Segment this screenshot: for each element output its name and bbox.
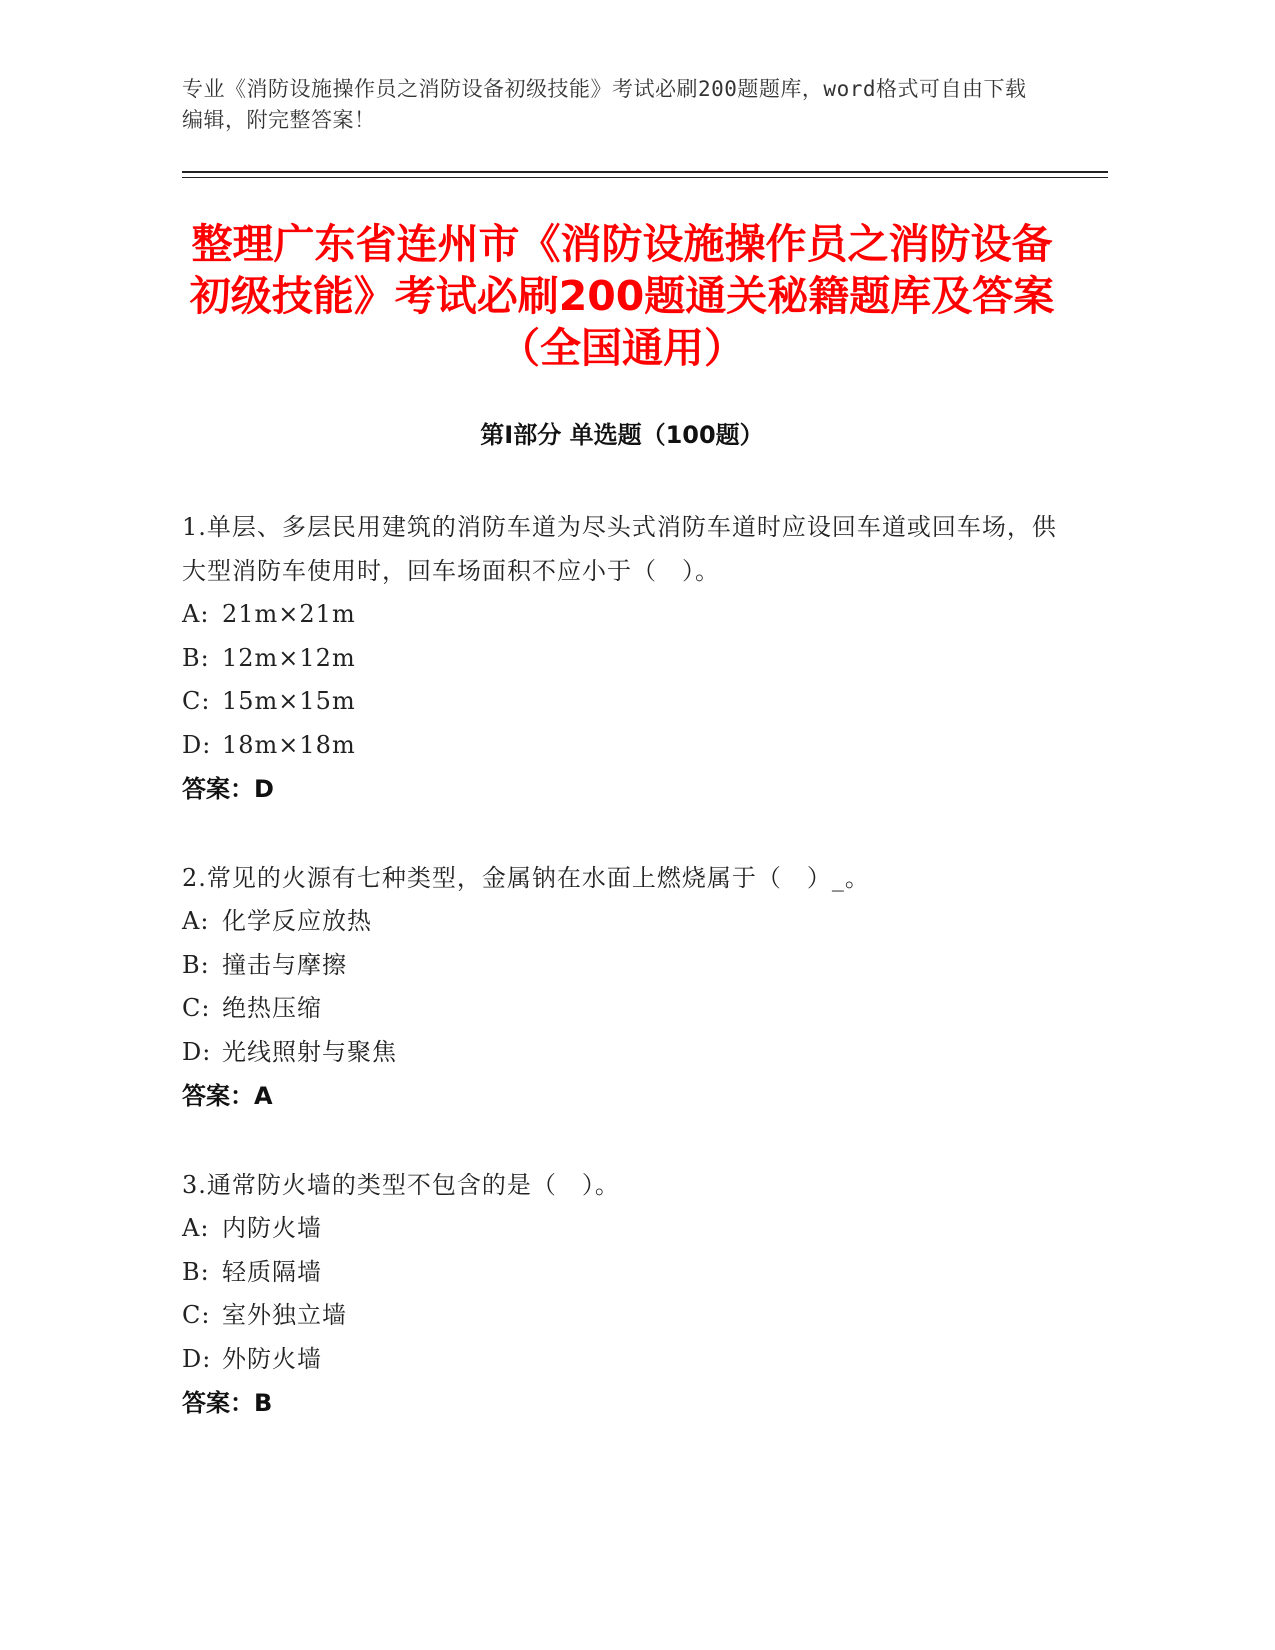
option-text: 轻质隔墙 — [222, 1257, 322, 1286]
header-divider-thin — [182, 177, 1108, 178]
option-d — [182, 1031, 1062, 1075]
option-a — [182, 593, 1062, 637]
question-list — [182, 505, 1062, 1470]
option-b — [182, 637, 1062, 681]
option-c — [182, 680, 1062, 724]
option-key: B: — [182, 1257, 210, 1286]
option-text: 15m×15m — [222, 687, 356, 715]
option-a — [182, 1207, 1062, 1251]
question-stem: 1.单层、多层民用建筑的消防车道为尽头式消防车道时应设回车道或回车场，供大型消防车使用时，回车场面积不应小于（ ）。 — [182, 513, 1057, 585]
question-stem: 2.常见的火源有七种类型，金属钠在水面上燃烧属于（ ）_。 — [182, 864, 870, 892]
option-b — [182, 1251, 1062, 1295]
header-note: 专业《消防设施操作员之消防设备初级技能》考试必刷200题题库，word格式可自由下载编辑，附完整答案！ — [182, 77, 1027, 132]
option-d — [182, 724, 1062, 768]
option-key: B: — [182, 643, 210, 672]
option-text: 室外独立墙 — [222, 1301, 347, 1329]
option-text: 绝热压缩 — [222, 994, 322, 1022]
option-key: A: — [182, 600, 210, 628]
option-text: 外防火墙 — [222, 1344, 322, 1373]
option-text: 12m×12m — [222, 643, 356, 672]
answer-text: 答案：A — [182, 1082, 273, 1110]
option-text: 光线照射与聚焦 — [222, 1037, 397, 1066]
section-title: 第Ⅰ部分 单选题（100题） — [480, 421, 764, 449]
option-c — [182, 987, 1062, 1031]
option-d — [182, 1338, 1062, 1382]
option-b — [182, 944, 1062, 988]
option-key: B: — [182, 950, 210, 979]
option-text: 化学反应放热 — [222, 907, 372, 935]
option-key: A: — [182, 907, 210, 935]
option-key: C: — [182, 994, 211, 1022]
option-text: 撞击与摩擦 — [222, 950, 347, 979]
question-stem: 3.通常防火墙的类型不包含的是（ ）。 — [182, 1171, 620, 1199]
option-a — [182, 900, 1062, 944]
option-key: D: — [182, 730, 212, 759]
option-c — [182, 1294, 1062, 1338]
option-key: C: — [182, 687, 211, 715]
option-text: 21m×21m — [222, 600, 356, 628]
option-key: D: — [182, 1344, 212, 1373]
question-item — [182, 856, 1062, 1118]
option-text: 18m×18m — [222, 730, 356, 759]
answer-text: 答案：B — [182, 1389, 273, 1417]
header-divider-thick — [182, 171, 1108, 173]
option-key: D: — [182, 1037, 212, 1066]
option-key: A: — [182, 1214, 210, 1242]
answer-text: 答案：D — [182, 775, 274, 803]
question-item — [182, 1163, 1062, 1425]
option-key: C: — [182, 1301, 211, 1329]
option-text: 内防火墙 — [222, 1214, 322, 1242]
document-title: 整理广东省连州市《消防设施操作员之消防设备初级技能》考试必刷200题通关秘籍题库及答案（全国通用） — [189, 220, 1055, 372]
question-item — [182, 505, 1062, 811]
